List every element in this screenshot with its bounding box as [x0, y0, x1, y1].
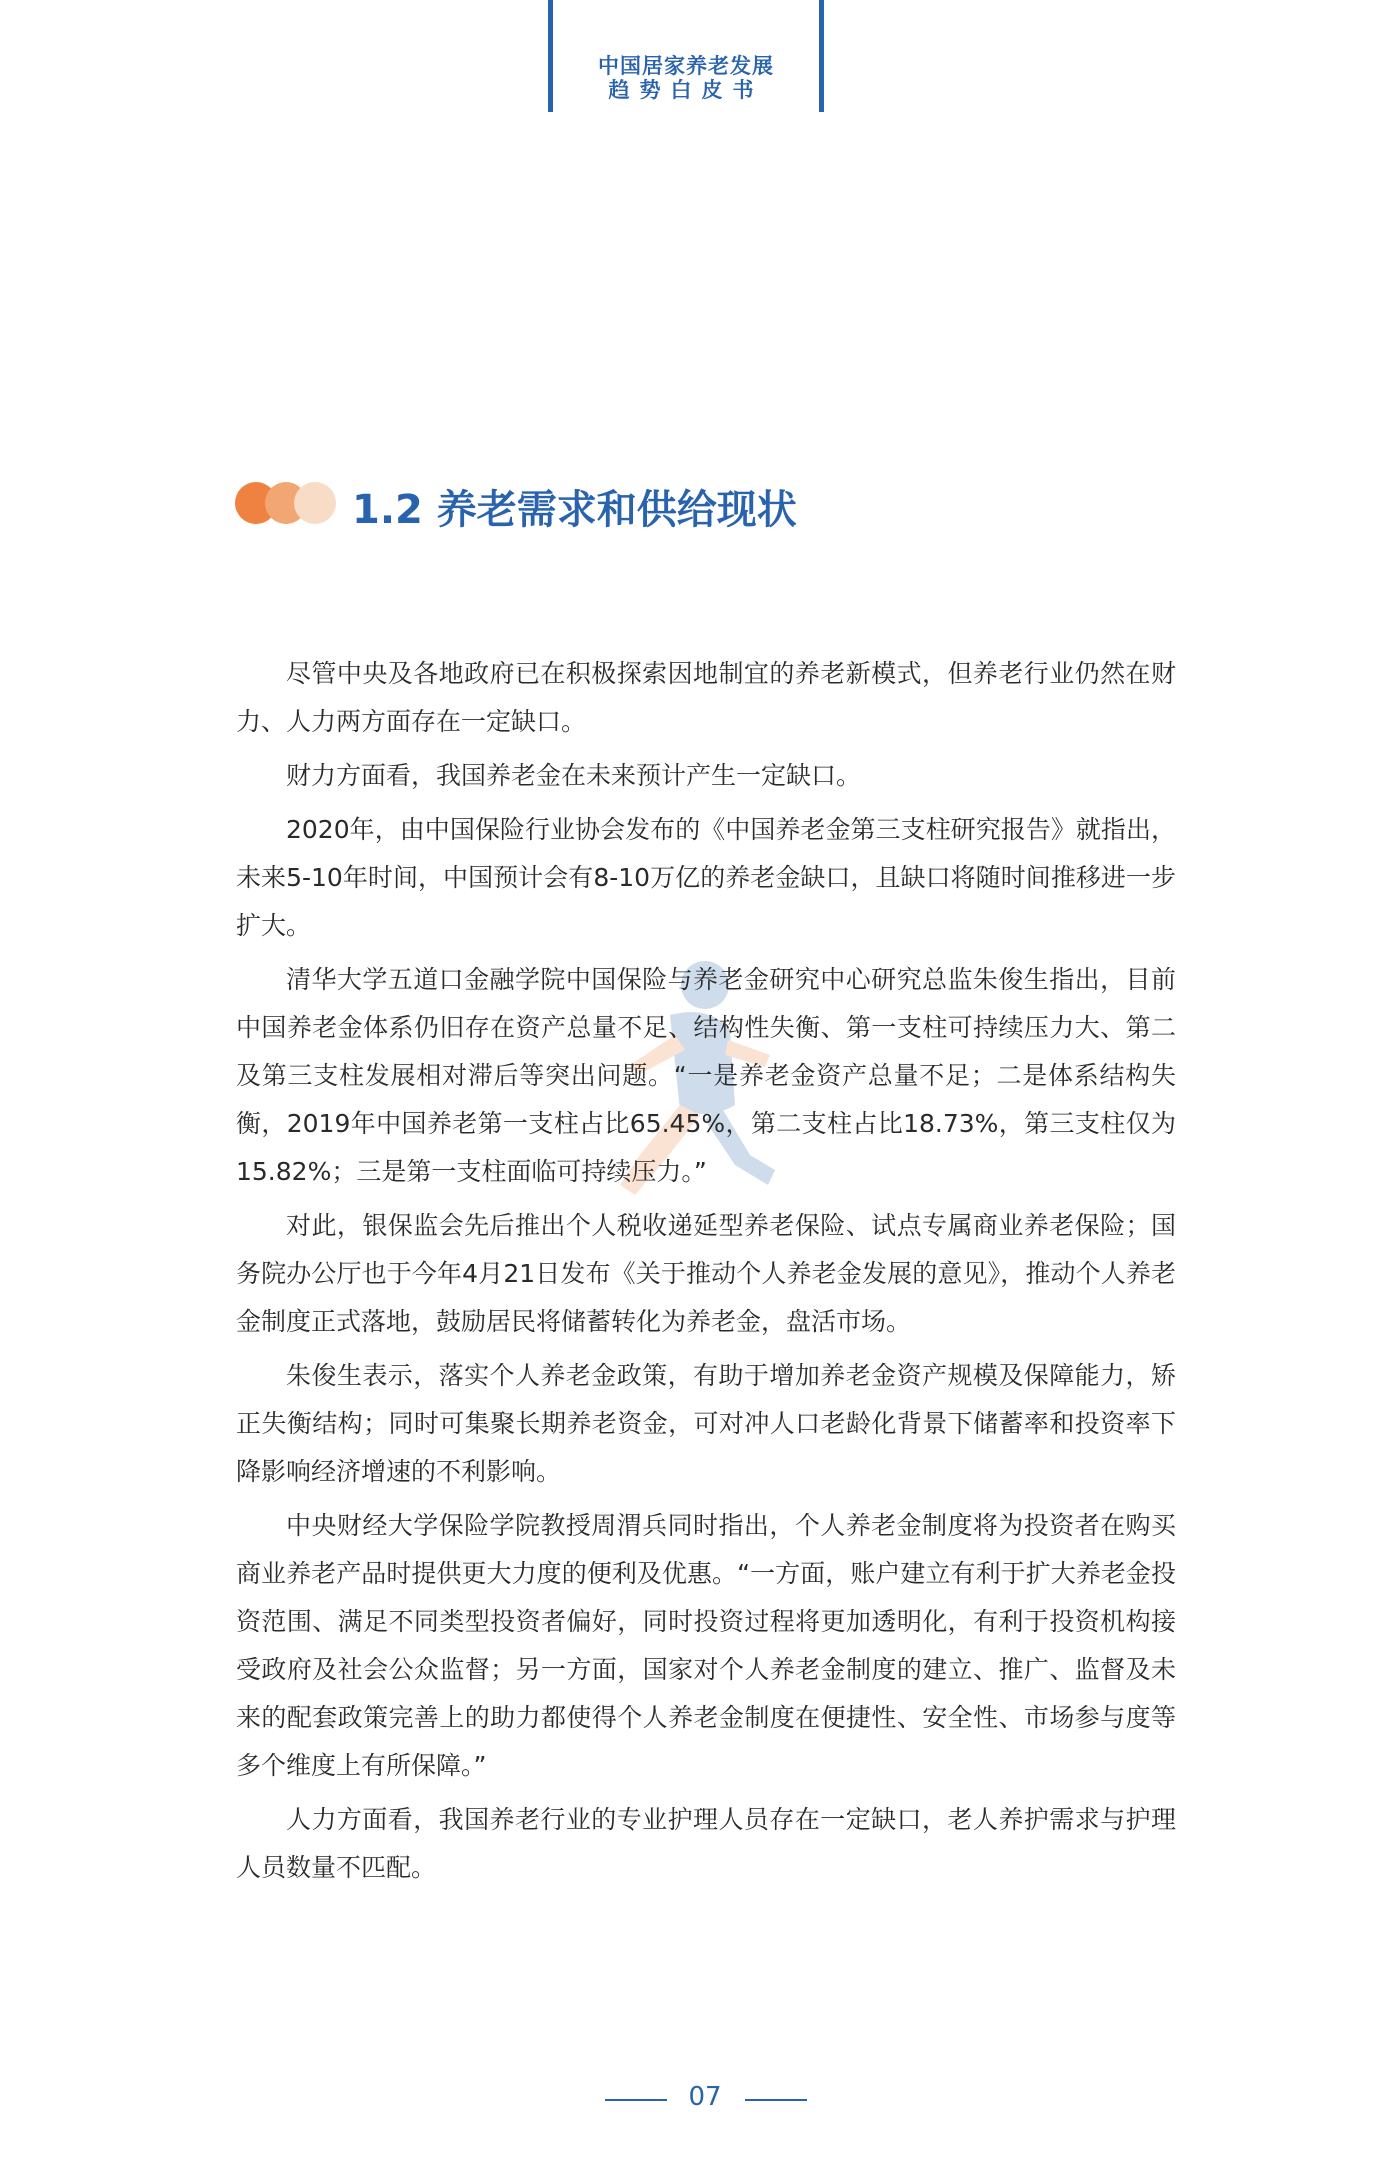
body-text — [236, 650, 1176, 1898]
page-number: 07 — [688, 2082, 722, 2112]
paragraph: 中央财经大学保险学院教授周渭兵同时指出，个人养老金制度将为投资者在购买商业养老产品时提供更大力度的便利及优惠。“一方面，账户建立有利于扩大养老金投资范围、满足不同类型投资者偏好，同时投资过程将更加透明化，有利于投资机构接受政府及社会公众监督；另一方面，国家对个人养老金制度的建立、推广、监督及未来的配套政策完善上的助力都使得个人养老金制度在便捷性、安全性、市场参与度等多个维度上有所保障。” — [236, 1511, 1176, 1780]
header-title-line1: 中国居家养老发展 — [598, 54, 774, 78]
section-title: 1.2 养老需求和供给现状 — [352, 487, 797, 533]
paragraph: 财力方面看，我国养老金在未来预计产生一定缺口。 — [286, 761, 862, 790]
section-heading — [232, 470, 1132, 533]
paragraph: 2020年，由中国保险行业协会发布的《中国养老金第三支柱研究报告》就指出，未来5-10年时间，中国预计会有8-10万亿的养老金缺口，且缺口将随时间推移进一步扩大。 — [236, 815, 1176, 940]
paragraph: 朱俊生表示，落实个人养老金政策，有助于增加养老金资产规模及保障能力，矫正失衡结构；同时可集聚长期养老资金，可对冲人口老龄化背景下储蓄率和投资率下降影响经济增速的不利影响。 — [236, 1361, 1176, 1486]
paragraph: 尽管中央及各地政府已在积极探索因地制宜的养老新模式，但养老行业仍然在财力、人力两方面存在一定缺口。 — [236, 659, 1176, 736]
page-footer — [0, 2080, 1400, 2120]
paragraph: 清华大学五道口金融学院中国保险与养老金研究中心研究总监朱俊生指出，目前中国养老金体系仍旧存在资产总量不足、结构性失衡、第一支柱可持续压力大、第二及第三支柱发展相对滞后等突出问题。“一是养老金资产总量不足；二是体系结构失衡，2019年中国养老第一支柱占比65.45%，第二支柱占比18.73%，第三支柱仅为15.82%；三是第一支柱面临可持续压力。” — [236, 965, 1176, 1186]
header-band — [548, 0, 824, 112]
header-title-line2: 趋势白皮书 — [608, 78, 764, 102]
footer-rule-left — [605, 2099, 667, 2101]
footer-rule-right — [745, 2099, 807, 2101]
paragraph: 对此，银保监会先后推出个人税收递延型养老保险、试点专属商业养老保险；国务院办公厅也于今年4月21日发布《关于推动个人养老金发展的意见》，推动个人养老金制度正式落地，鼓励居民将储蓄转化为养老金，盘活市场。 — [236, 1211, 1176, 1336]
paragraph: 人力方面看，我国养老行业的专业护理人员存在一定缺口，老人养护需求与护理人员数量不匹配。 — [236, 1805, 1176, 1882]
heading-dot-icon — [294, 482, 336, 524]
